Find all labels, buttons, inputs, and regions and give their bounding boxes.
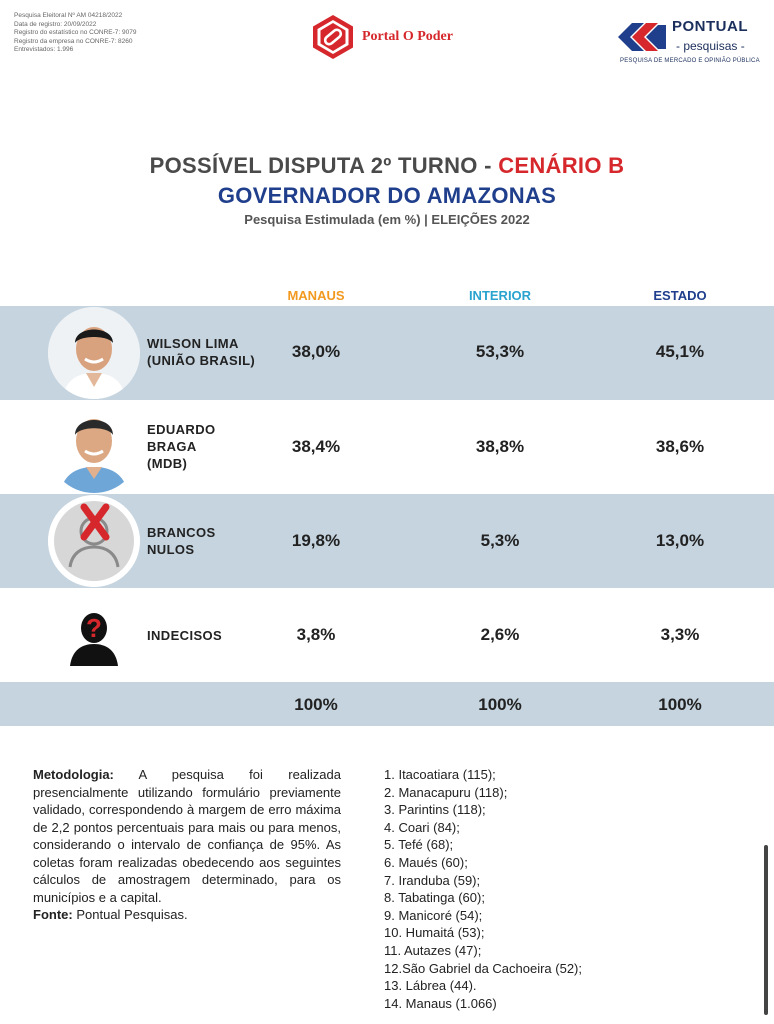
total-interior: 100% bbox=[478, 695, 522, 714]
list-item: 12.São Gabriel da Cachoeira (52); bbox=[384, 960, 583, 976]
methodology-body: A pesquisa foi realizada presencialmente utilizando formulário previamente validado, correspondendo à margem de erro máxima de 2,2 pontos percentuais para mais ou para menos, considerando o intervalo de confiança de 95%. As coletas foram realizadas obedecendo aos seguintes cálculos de amostragem determinado, para os municípios e a capital. bbox=[33, 767, 341, 905]
column-header-estado: ESTADO bbox=[653, 288, 707, 303]
candidate-name bbox=[147, 421, 216, 472]
list-item: 1. Itacoatiara (115); bbox=[384, 767, 496, 782]
value-interior: 53,3% bbox=[475, 342, 525, 361]
methodology-text bbox=[33, 766, 341, 924]
list-item: 11. Autazes (47); bbox=[384, 942, 482, 958]
value-estado: 13,0% bbox=[655, 531, 705, 550]
registry-line: Data de registro: 20/09/2022 bbox=[14, 20, 97, 28]
registry-line: Registro do estatístico no CONRE-7: 9079 bbox=[14, 29, 137, 37]
value-manaus: 3,8% bbox=[296, 625, 336, 644]
value-interior: 2,6% bbox=[480, 625, 520, 644]
list-item: 10. Humaitá (53); bbox=[384, 925, 485, 941]
list-item: 4. Coari (84); bbox=[384, 819, 460, 835]
list-item: 6. Maués (60); bbox=[384, 854, 468, 870]
source-label: Fonte: bbox=[33, 907, 73, 922]
column-header-interior: INTERIOR bbox=[468, 288, 532, 303]
total-manaus: 100% bbox=[294, 695, 338, 714]
scrollbar[interactable] bbox=[764, 845, 768, 1015]
table-row-brancos-nulos bbox=[0, 494, 774, 588]
total-estado: 100% bbox=[658, 695, 702, 714]
portal-logo-text: Portal O Poder bbox=[362, 29, 453, 44]
registry-line: Entrevistados: 1.996 bbox=[14, 46, 74, 54]
list-item: 2. Manacapuru (118); bbox=[384, 784, 508, 800]
pontual-logo-sub: - pesquisas - bbox=[676, 39, 745, 53]
question-person-icon bbox=[66, 604, 122, 666]
option-name-line: NULOS bbox=[147, 542, 195, 557]
list-item: 5. Tefé (68); bbox=[384, 837, 454, 853]
list-item: 9. Manicoré (54); bbox=[384, 907, 483, 923]
candidate-name-line: WILSON LIMA bbox=[147, 336, 239, 351]
pontual-logo-name: PONTUAL bbox=[672, 18, 748, 35]
value-estado: 45,1% bbox=[655, 342, 705, 361]
registry-line: Registro da empresa no CONRE-7: 8260 bbox=[14, 37, 133, 45]
option-name: INDECISOS bbox=[147, 628, 223, 643]
list-item: 7. Iranduba (59); bbox=[384, 872, 481, 888]
list-item: 14. Manaus (1.066) bbox=[384, 995, 497, 1011]
list-item: 13. Lábrea (44). bbox=[384, 978, 477, 994]
candidate-name-line: BRAGA bbox=[147, 439, 197, 454]
title-scenario: CENÁRIO B bbox=[498, 153, 625, 178]
table-row-wilson-lima bbox=[0, 306, 774, 400]
svg-text:?: ? bbox=[86, 613, 102, 643]
candidate-party: (MDB) bbox=[147, 456, 188, 471]
title-prefix: POSSÍVEL DISPUTA 2º TURNO - bbox=[149, 153, 492, 178]
registry-info bbox=[14, 12, 136, 55]
methodology-label: Metodologia: bbox=[33, 767, 114, 782]
value-interior: 38,8% bbox=[475, 437, 525, 456]
value-manaus: 38,4% bbox=[291, 437, 341, 456]
option-name bbox=[147, 524, 216, 558]
value-estado: 38,6% bbox=[655, 437, 705, 456]
source-text: Pontual Pesquisas. bbox=[76, 907, 188, 922]
pontual-logo-tagline: PESQUISA DE MERCADO E OPINIÃO PÚBLICA bbox=[620, 58, 760, 64]
candidate-name-line: EDUARDO bbox=[147, 422, 216, 437]
crossed-person-icon bbox=[48, 495, 140, 587]
value-estado: 3,3% bbox=[660, 625, 700, 644]
column-header-manaus: MANAUS bbox=[287, 288, 345, 303]
chart-title-block bbox=[0, 150, 774, 230]
candidate-photo-icon bbox=[48, 307, 140, 399]
chart-caption: Pesquisa Estimulada (em %) | ELEIÇÕES 2022 bbox=[244, 212, 530, 227]
table-row-indecisos bbox=[0, 588, 774, 682]
registry-line: Pesquisa Eleitoral Nº AM 04218/2022 bbox=[14, 12, 123, 19]
table-row-eduardo-braga bbox=[0, 400, 774, 494]
candidate-party: (UNIÃO BRASIL) bbox=[147, 353, 256, 368]
option-name-line: BRANCOS bbox=[147, 525, 216, 540]
candidate-photo-icon bbox=[48, 401, 140, 493]
candidate-name bbox=[147, 335, 255, 369]
value-manaus: 38,0% bbox=[291, 342, 341, 361]
table-row-totals bbox=[0, 682, 774, 726]
portal-o-poder-logo bbox=[310, 14, 453, 60]
chart-subtitle: GOVERNADOR DO AMAZONAS bbox=[217, 183, 557, 208]
portal-logo-icon bbox=[310, 14, 356, 60]
pontual-logo-icon bbox=[618, 20, 666, 54]
chart-title bbox=[0, 150, 774, 182]
value-manaus: 19,8% bbox=[291, 531, 341, 550]
value-interior: 5,3% bbox=[480, 531, 520, 550]
list-item: 3. Parintins (118); bbox=[384, 802, 486, 818]
list-item: 8. Tabatinga (60); bbox=[384, 890, 485, 906]
municipalities-list bbox=[384, 766, 582, 1012]
